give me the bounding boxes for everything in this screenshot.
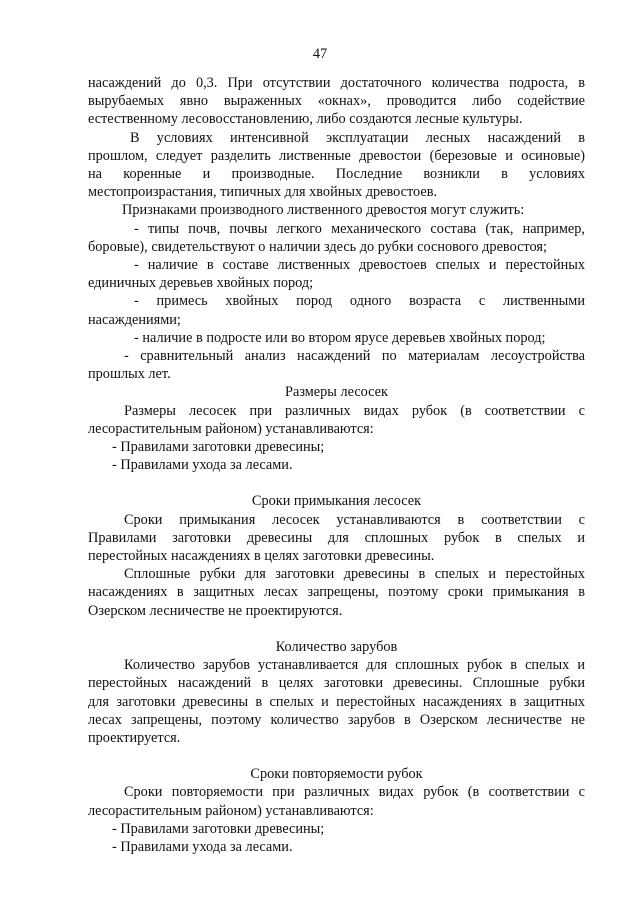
text-line: насаждениях в защитных лесах запрещены, поэтому сроки примыкания в (88, 584, 585, 601)
text-line: перестойных насаждениях в целях заготовки древесины. (88, 548, 435, 565)
list-item: - типы почв, почвы легкого механического состава (так, например, (134, 220, 585, 237)
section-title-adjacency-terms: Сроки примыкания лесосек (251, 493, 422, 510)
list-item: - наличие в подросте или во втором ярусе деревьев хвойных пород; (134, 329, 546, 346)
document-body (88, 74, 585, 856)
text-line: Сплошные рубки для заготовки древесины в спелых и перестойных (124, 566, 585, 583)
text-line: прошлых лет. (88, 366, 171, 383)
list-item: - примесь хвойных пород одного возраста с лиственными (134, 293, 585, 310)
text-line: естественному лесовосстановлению, либо создаются лесные культуры. (88, 111, 523, 128)
text-line: лесорастительным районом) устанавливаются: (88, 420, 374, 437)
list-item: - Правилами заготовки древесины; (112, 439, 325, 456)
text-line: Озерском лесничестве не проектируются. (88, 602, 343, 619)
text-line: единичных деревьев хвойных пород; (88, 275, 314, 292)
text-line: перестойных насаждений в целях заготовки древесины. Сплошные рубки (88, 675, 585, 692)
text-line: Размеры лесосек при различных видах рубок (в соответствии с (124, 402, 585, 419)
text-line: проектируется. (88, 729, 181, 746)
list-item: - наличие в составе лиственных древостоев спелых и перестойных (134, 257, 585, 274)
text-line: лесорастительным районом) устанавливаются: (88, 802, 374, 819)
page-number: 47 (312, 46, 328, 62)
text-line: для заготовки древесины в спелых и перестойных насаждениях в защитных (88, 693, 585, 710)
list-item: - сравнительный анализ насаждений по материалам лесоустройства (124, 348, 585, 365)
section-title-repeat-terms: Сроки повторяемости рубок (250, 766, 423, 783)
text-line: Признаками производного лиственного древостоя могут служить: (122, 202, 525, 219)
text-line: боровые), свидетельствуют о наличии здесь до рубки соснового древостоя; (88, 238, 547, 255)
list-item: - Правилами заготовки древесины; (112, 820, 325, 837)
text-line: Правилами заготовки древесины для сплошных рубок в спелых и (88, 529, 585, 546)
text-line: на коренные и производные. Последние возникли в условиях (88, 166, 585, 183)
text-line: вырубаемых явно выраженных «окнах», проводится либо содействие (88, 93, 585, 110)
list-item: - Правилами ухода за лесами. (112, 838, 293, 855)
list-item: - Правилами ухода за лесами. (112, 457, 293, 474)
text-line: лесах запрещены, поэтому количество зарубов в Озерском лесничестве не (88, 711, 585, 728)
text-line: Количество зарубов устанавливается для сплошных рубок в спелых и (124, 657, 585, 674)
text-line: Сроки примыкания лесосек устанавливаются в соответствии с (124, 511, 585, 528)
text-line: насаждениями; (88, 311, 181, 328)
text-line: прошлом, следует разделить лиственные древостои (березовые и осиновые) (88, 147, 585, 164)
text-line: насаждений до 0,3. При отсутствии достаточного количества подроста, в (88, 75, 585, 91)
text-line: Сроки повторяемости при различных видах рубок (в соответствии с (124, 784, 585, 801)
section-title-cutting-area-size: Размеры лесосек (285, 384, 388, 401)
section-title-cut-count: Количество зарубов (275, 638, 398, 655)
text-line: местопроизрастания, типичных для хвойных древостоев. (88, 184, 438, 201)
text-line: В условиях интенсивной эксплуатации лесных насаждений в (130, 129, 585, 146)
